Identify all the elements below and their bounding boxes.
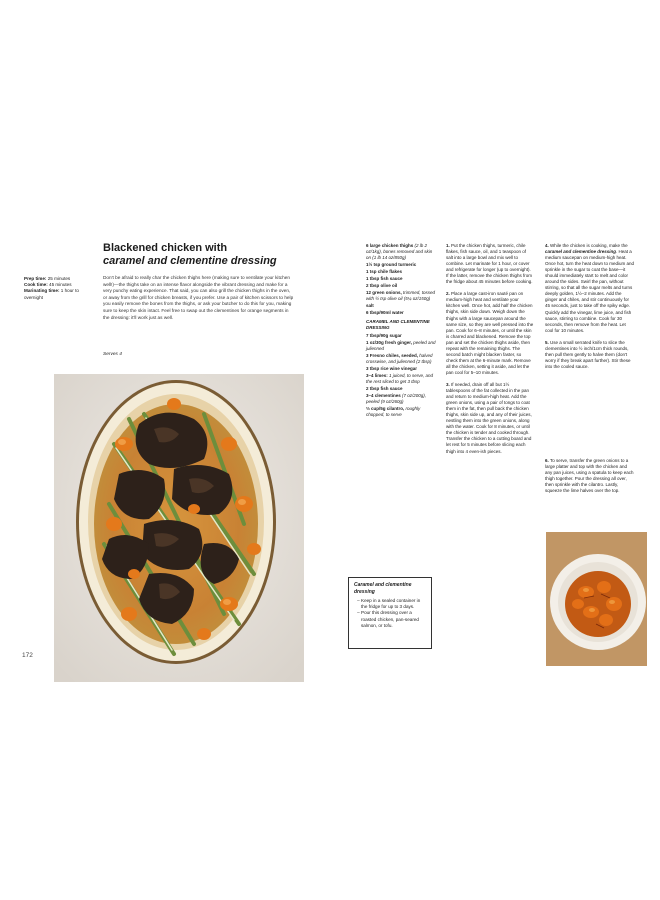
chicken-platter-image bbox=[54, 374, 304, 682]
page-number: 172 bbox=[22, 652, 33, 659]
method-step: 3. If needed, drain off all but 1½ tablespoons of the fat collected in the pan and return to medium-high heat. Add the green onions, using a pair of tongs to coat them in the fat, then pull back the chicken thighs, skin side up, and any of their juices, nestling them into the green onions, along with the water. Cook for 8 minutes, or until the chicken is tender and cooked through. Transfer the chicken to a cutting board and let rest for 5 minutes before slicing each thigh into 4 even-ish pieces. bbox=[446, 381, 532, 454]
dressing-bowl-image bbox=[546, 532, 647, 666]
hero-photo bbox=[54, 374, 304, 682]
prep-time: Prep time: 25 minutes bbox=[24, 276, 71, 281]
ingredients-list bbox=[366, 243, 438, 419]
recipe-meta bbox=[24, 276, 88, 301]
dressing-ingredient: 3–4 clementines (7 oz/200g), peeled (9 oz/260g) bbox=[366, 393, 427, 405]
ingredient-item: 1 tsp chile flakes bbox=[366, 269, 403, 274]
method-step: 1. Put the chicken thighs, turmeric, chile flakes, fish sauce, oil, and 1 teaspoon of salt into a large bowl and mix well to combine. Let marinate for 1 hour, or cover and refrigerate for longer (up to overnight). If the latter, remove the chicken thighs from the fridge about 45 minutes before cooking. bbox=[446, 243, 533, 285]
marinating-time: Marinating time: 1 hour to overnight bbox=[24, 288, 79, 300]
ingredient-item: 12 green onions, trimmed, tossed with ½ tsp olive oil (5¼ oz/150g) bbox=[366, 290, 436, 302]
tip-box bbox=[348, 577, 432, 649]
dressing-ingredient: ⅔ cup/5g cilantro, roughly chopped, to serve bbox=[366, 406, 421, 418]
method-step: 4. While the chicken is cooking, make the caramel and clementine dressing. Heat a medium saucepan on medium-high heat. Once hot, turn the heat down to medium and sprinkle in the sugar to coat the base—it should immediately start to melt and color around the sides. Swirl the pan, without stirring, so that all the sugar melts and turns deeply golden, 1½–2 minutes. Add the ginger and chiles, and stir continuously for 45 seconds, just to take off the spiky edge. Quickly add the vinegar, lime juice, and fish sauce, stirring to combine. Cook for 30 seconds, then remove from the heat. Let cool for 10 minutes. bbox=[545, 243, 635, 333]
ingredient-item: 6 tbsp/90ml water bbox=[366, 310, 404, 316]
method-step: 5. Use a small serrated knife to slice the clementines into ½ inch/1cm thick rounds, then pull them gently to halve them (don't worry if they break apart further). Stir these into the cooled sauce. bbox=[545, 339, 631, 369]
tip-item: – Keep in a sealed container in the fridge for up to 3 days. bbox=[361, 598, 426, 610]
ingredient-item: 2 tbsp olive oil bbox=[366, 283, 398, 289]
ingredient-item: 1 tbsp fish sauce bbox=[366, 276, 403, 282]
tip-item: – Pour this dressing over a roasted chicken, pan-seared salmon, or tofu. bbox=[361, 610, 426, 629]
serves: Serves 4 bbox=[103, 352, 122, 357]
dressing-ingredient: 3 Fresno chiles, seeded, halved crosswise, and julienned (2 tbsp) bbox=[366, 353, 433, 365]
ingredient-item: 1½ tsp ground turmeric bbox=[366, 261, 417, 267]
recipe-title-line1: Blackened chicken with bbox=[103, 242, 228, 254]
tip-list bbox=[354, 598, 426, 629]
dressing-heading: CARAMEL AND CLEMENTINE DRESSING bbox=[366, 319, 430, 331]
method-step: 2. Place a large cast-iron sauté pan on medium-high heat and ventilate your kitchen well. Once hot, add half the chicken thighs, skin side down. Weigh down the thighs with a large saucepan around the same size, so they are well pressed into the pan. Cook for 6–8 minutes, or until the skin is charred and blackened. Remove the top pan and set the chicken thighs aside, then repeat with the remaining thighs. The second batch might blacken faster, so check them at the 6-minute mark. Remove all the chicken, setting it aside, and let the pan cool for 5–10 minutes. bbox=[446, 291, 534, 375]
dressing-ingredient: 2 tbsp fish sauce bbox=[366, 386, 403, 392]
dressing-ingredient: 1 oz/30g fresh ginger, peeled and julienned bbox=[366, 340, 436, 352]
ingredient-item: 6 large chicken thighs (2 lb 2 oz/1kg), bones removed and skin on (1 lb 14 oz/850g) bbox=[366, 243, 433, 260]
method-column-1 bbox=[446, 243, 534, 461]
ingredient-item: salt bbox=[366, 303, 374, 309]
dressing-ingredient: 3 tbsp rice wine vinegar bbox=[366, 366, 418, 372]
dressing-bowl-photo bbox=[546, 532, 647, 666]
tip-heading: Caramel and clementine dressing bbox=[354, 582, 412, 595]
method-step: 6. To serve, transfer the green onions to a large platter and top with the chicken and any pan juices, using a spatula to keep each thigh together. Pour the dressing all over, then sprinkle with the cilantro. Lastly, squeeze the lime halves over the top. bbox=[545, 457, 634, 494]
cook-time: Cook time: 45 minutes bbox=[24, 282, 72, 288]
recipe-title-line2: caramel and clementine dressing bbox=[103, 255, 277, 267]
method-column-2 bbox=[545, 243, 635, 500]
recipe-intro: Don't be afraid to really char the chicken thighs here (making sure to ventilate your kitchen well!)—the thighs take on an intense flavor alongside the vibrant dressing and make for a very punchy eating experience. That said, you can also grill the chicken thighs in the oven, or away from the grill for chicken breasts, if you prefer. Use a pair of kitchen scissors to help you easily remove the bones from the thighs, or ask your butcher to do this for you, making sure to keep the skin intact. Feel free to swap out the clementines for orange segments in the dressing: it'll work just as well. bbox=[103, 275, 294, 320]
dressing-ingredient: 7 tbsp/90g sugar bbox=[366, 333, 402, 339]
dressing-ingredient: 3–4 limes: 1 juiced, to serve, and the rest sliced to get 3 tbsp bbox=[366, 373, 434, 385]
